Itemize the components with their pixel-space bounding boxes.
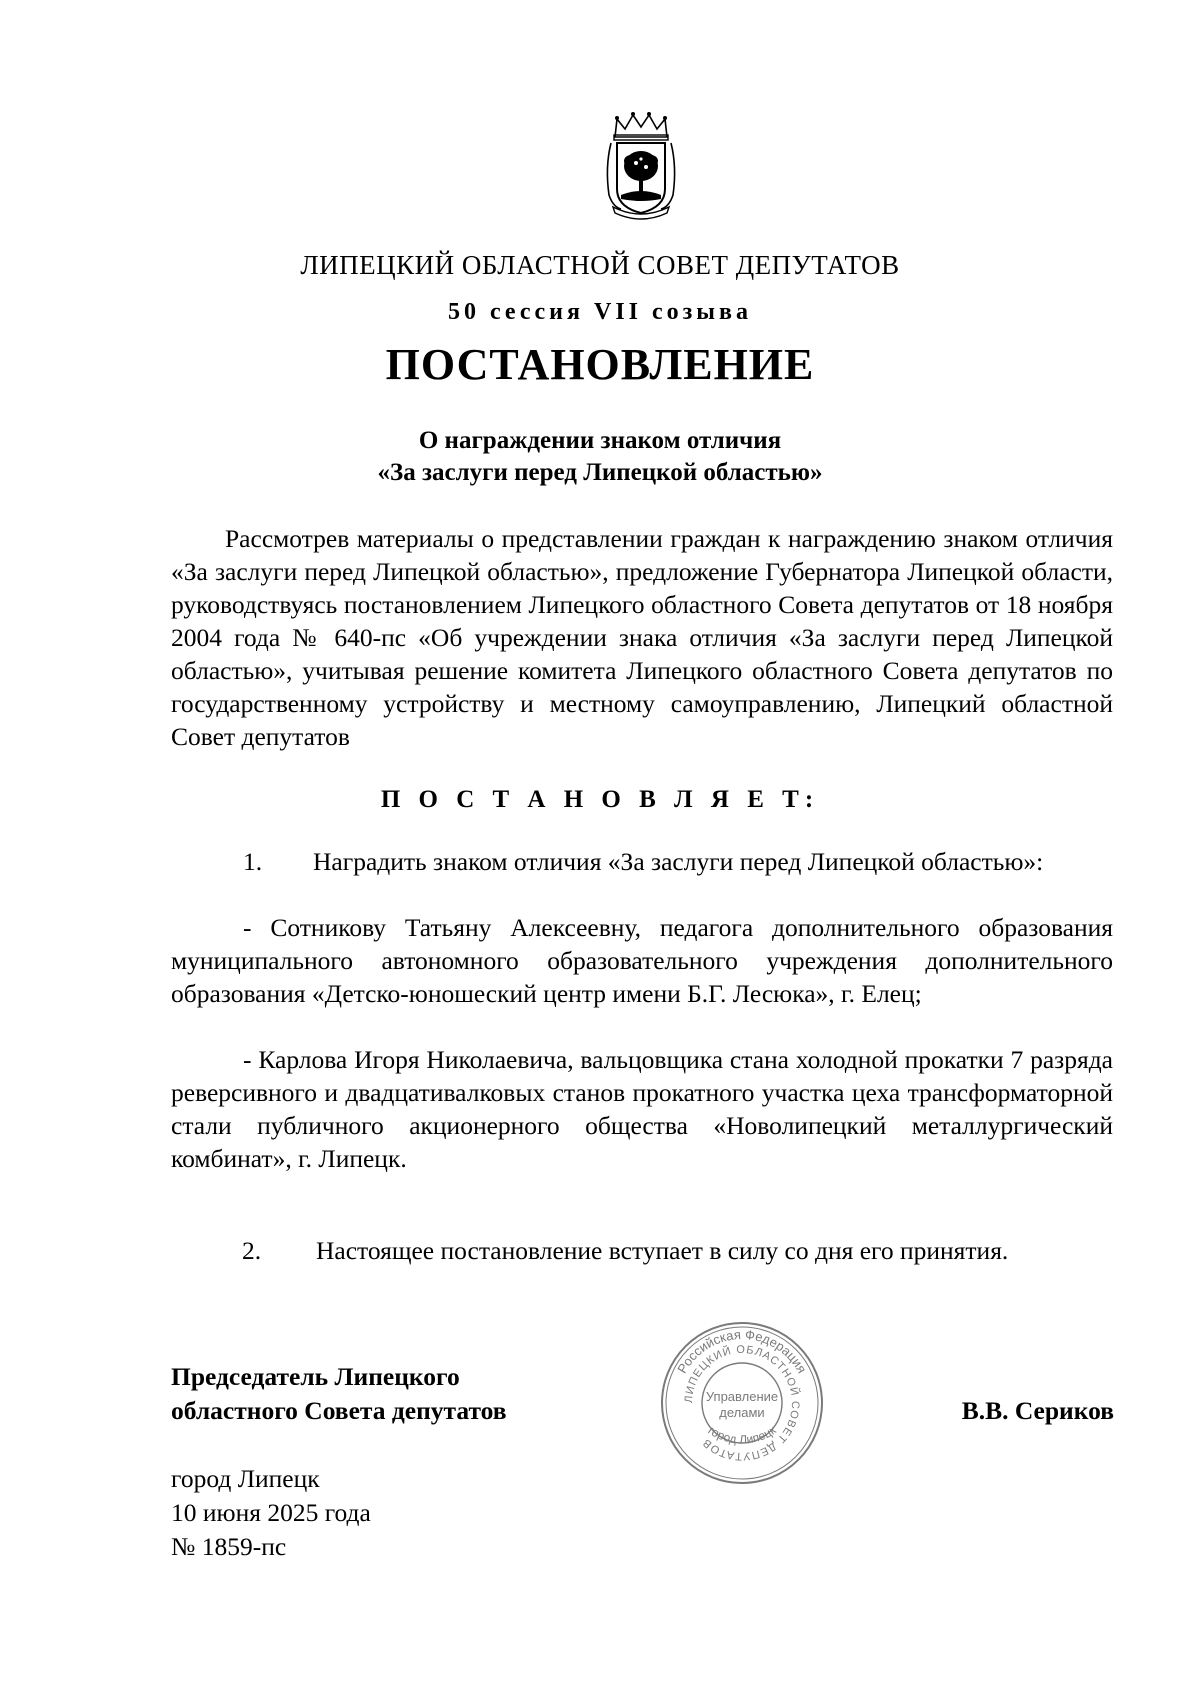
footer-city: город Липецк [171,1464,320,1493]
item-1-number: 1. [243,847,263,876]
award-entry-1: - Сотникову Татьяну Алексеевну, педагога дополнительного образования муниципального автономного образовательного учреждения дополнительного образования «Детско-юношеский центр имени Б.Г. Лесюка», г. Елец; [171,913,1113,1008]
item-1 [171,845,1113,878]
seal-outer-text: Российская Федерация [674,1326,810,1376]
seal-ring-text: ЛИПЕЦКИЙ ОБЛАСТНОЙ СОВЕТ ДЕПУТАТОВ [682,1343,802,1463]
item-2 [242,1236,1008,1266]
signatory-name: В.В. Сериков [961,1396,1114,1425]
coat-of-arms-icon [601,111,681,221]
document-type: ПОСТАНОВЛЕНИЕ [385,340,815,389]
item-2-number: 2. [242,1236,262,1265]
official-seal-icon [658,1319,826,1487]
intro-paragraph: Рассмотрев материалы о представлении граждан к награждению знаком отличия «За заслуги перед Липецкой областью», предложение Губернатора Липецкой области, руководствуясь постановлением Липецкого областного Совета депутатов от 18 ноября 2004 года № 640-пс «Об учреждении знака отличия «За заслуги перед Липецкой областью», учитывая решение комитета Липецкого областного Совета депутатов по государственному устройству и местному самоуправлению, Липецкий областной Совет депутатов [171,524,1113,751]
subject-line-2: «За заслуги перед Липецкой областью» [377,459,823,486]
signatory-title-line-2: областного Совета депутатов [171,1396,507,1425]
seal-center-line-2: делами [719,1405,765,1420]
award-entry-2: - Карлова Игоря Николаевича, вальцовщика стана холодной прокатки 7 разряда реверсивного и двадцативалковых станов прокатного участка цеха трансформаторной стали публичного акционерного общества «Новолипецкий металлургический комбинат», г. Липецк. [171,1045,1113,1173]
organization-name: ЛИПЕЦКИЙ ОБЛАСТНОЙ СОВЕТ ДЕПУТАТОВ [300,250,900,280]
item-2-text: Настоящее постановление вступает в силу со дня его принятия. [316,1236,1009,1265]
footer-document-number: № 1859-пс [171,1532,287,1561]
seal-bottom-text: город Липецк [705,1423,779,1447]
item-1-text: Наградить знаком отличия «За заслуги перед Липецкой областью»: [313,847,1044,876]
signatory-title-line-1: Председатель Липецкого [171,1362,460,1391]
session-label: 50 сессия VII созыва [447,299,752,325]
subject-line-1: О награждении знаком отличия [418,427,782,454]
footer-date: 10 июня 2025 года [171,1498,371,1527]
seal-center-line-1: Управление [705,1389,779,1404]
decree-heading: П О С Т А Н О В Л Я Е Т: [380,786,820,813]
